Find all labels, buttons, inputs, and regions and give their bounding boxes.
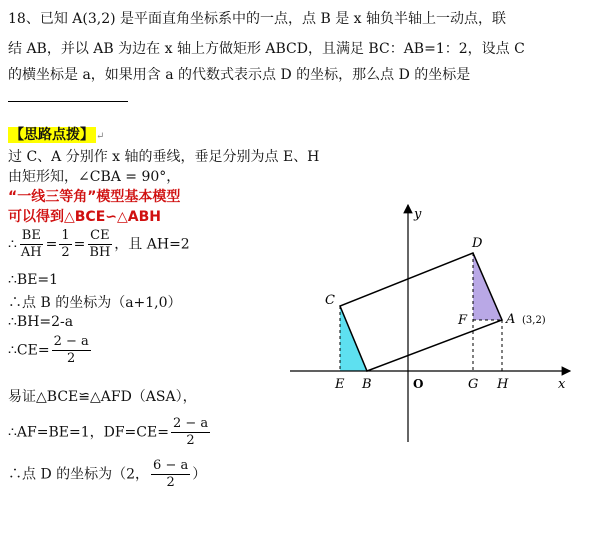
solution-line-bh: ∴BH=2-a <box>8 314 74 330</box>
problem-line-2: 结 AB，并以 AB 为边在 x 轴上方做矩形 ABCD，且满足 BC：AB=1：2，设点 C <box>8 41 525 57</box>
solution-line-2: 由矩形知，∠CBA = 90°， <box>8 169 181 185</box>
ce-prefix: ∴CE= <box>8 342 50 359</box>
d-coord-suffix: ） <box>192 466 207 483</box>
label-d: D <box>472 236 483 251</box>
frac-den: 2 <box>186 433 195 448</box>
label-b: B <box>362 377 372 392</box>
label-c: C <box>325 293 335 308</box>
frac-num: BE <box>21 228 41 243</box>
solution-line-congruent: 易证△BCE≌△AFD（ASA）， <box>8 389 197 405</box>
label-a-coordinates: (3,2) <box>522 315 546 326</box>
label-h: H <box>497 377 509 392</box>
solution-line-model: “一线三等角”模型基本模型 <box>8 189 181 205</box>
frac-num: 1 <box>61 228 70 243</box>
label-f: F <box>458 313 468 328</box>
frac-num: 2 − a <box>172 416 209 431</box>
frac-den: 2 <box>61 245 70 260</box>
solution-line-ratio: ∴ $\frac{BE}{AH}$ = $\frac{1}{2}$ = $\frac{CE}{BH}$ ，且 AH=2 <box>8 228 190 260</box>
solution-line-b-coord: ∴点 B 的坐标为（a+1,0） <box>8 295 182 311</box>
label-y: y <box>414 207 422 222</box>
problem-line-3: 的横坐标是 a，如果用含 a 的代数式表示点 D 的坐标，那么点 D 的坐标是 <box>8 67 471 83</box>
frac-den: 2 <box>166 475 175 490</box>
ratio-tail: ，且 AH=2 <box>114 236 190 253</box>
label-origin: O <box>413 377 424 391</box>
d-coord-prefix: ∴点 D 的坐标为（2， <box>8 466 150 483</box>
solution-line-be: ∴BE=1 <box>8 272 59 288</box>
problem-line-1: 18、已知 A(3,2) 是平面直角坐标系中的一点，点 B 是 x 轴负半轴上一动点，联 <box>8 11 506 27</box>
label-e: E <box>335 377 345 392</box>
frac-num: 6 − a <box>153 458 189 473</box>
hint-title: 【思路点拨】 ↵ <box>10 127 105 143</box>
af-df-prefix: ∴AF=BE=1，DF=CE= <box>8 424 169 441</box>
frac-den: 2 <box>67 351 76 366</box>
hint-title-text: 【思路点拨】 <box>10 127 94 143</box>
frac-num: 2 − a <box>53 334 89 349</box>
label-a: A <box>506 312 516 327</box>
label-x: x <box>558 377 566 392</box>
frac-den: AH <box>20 245 42 260</box>
frac-den: BH <box>89 245 111 260</box>
solution-line-similar: 可以得到△BCE∽△ABH <box>8 209 161 225</box>
frac-num: CE <box>90 228 110 243</box>
solution-line-1: 过 C、A 分别作 x 轴的垂线，垂足分别为点 E、H <box>8 149 320 165</box>
label-g: G <box>468 377 479 392</box>
